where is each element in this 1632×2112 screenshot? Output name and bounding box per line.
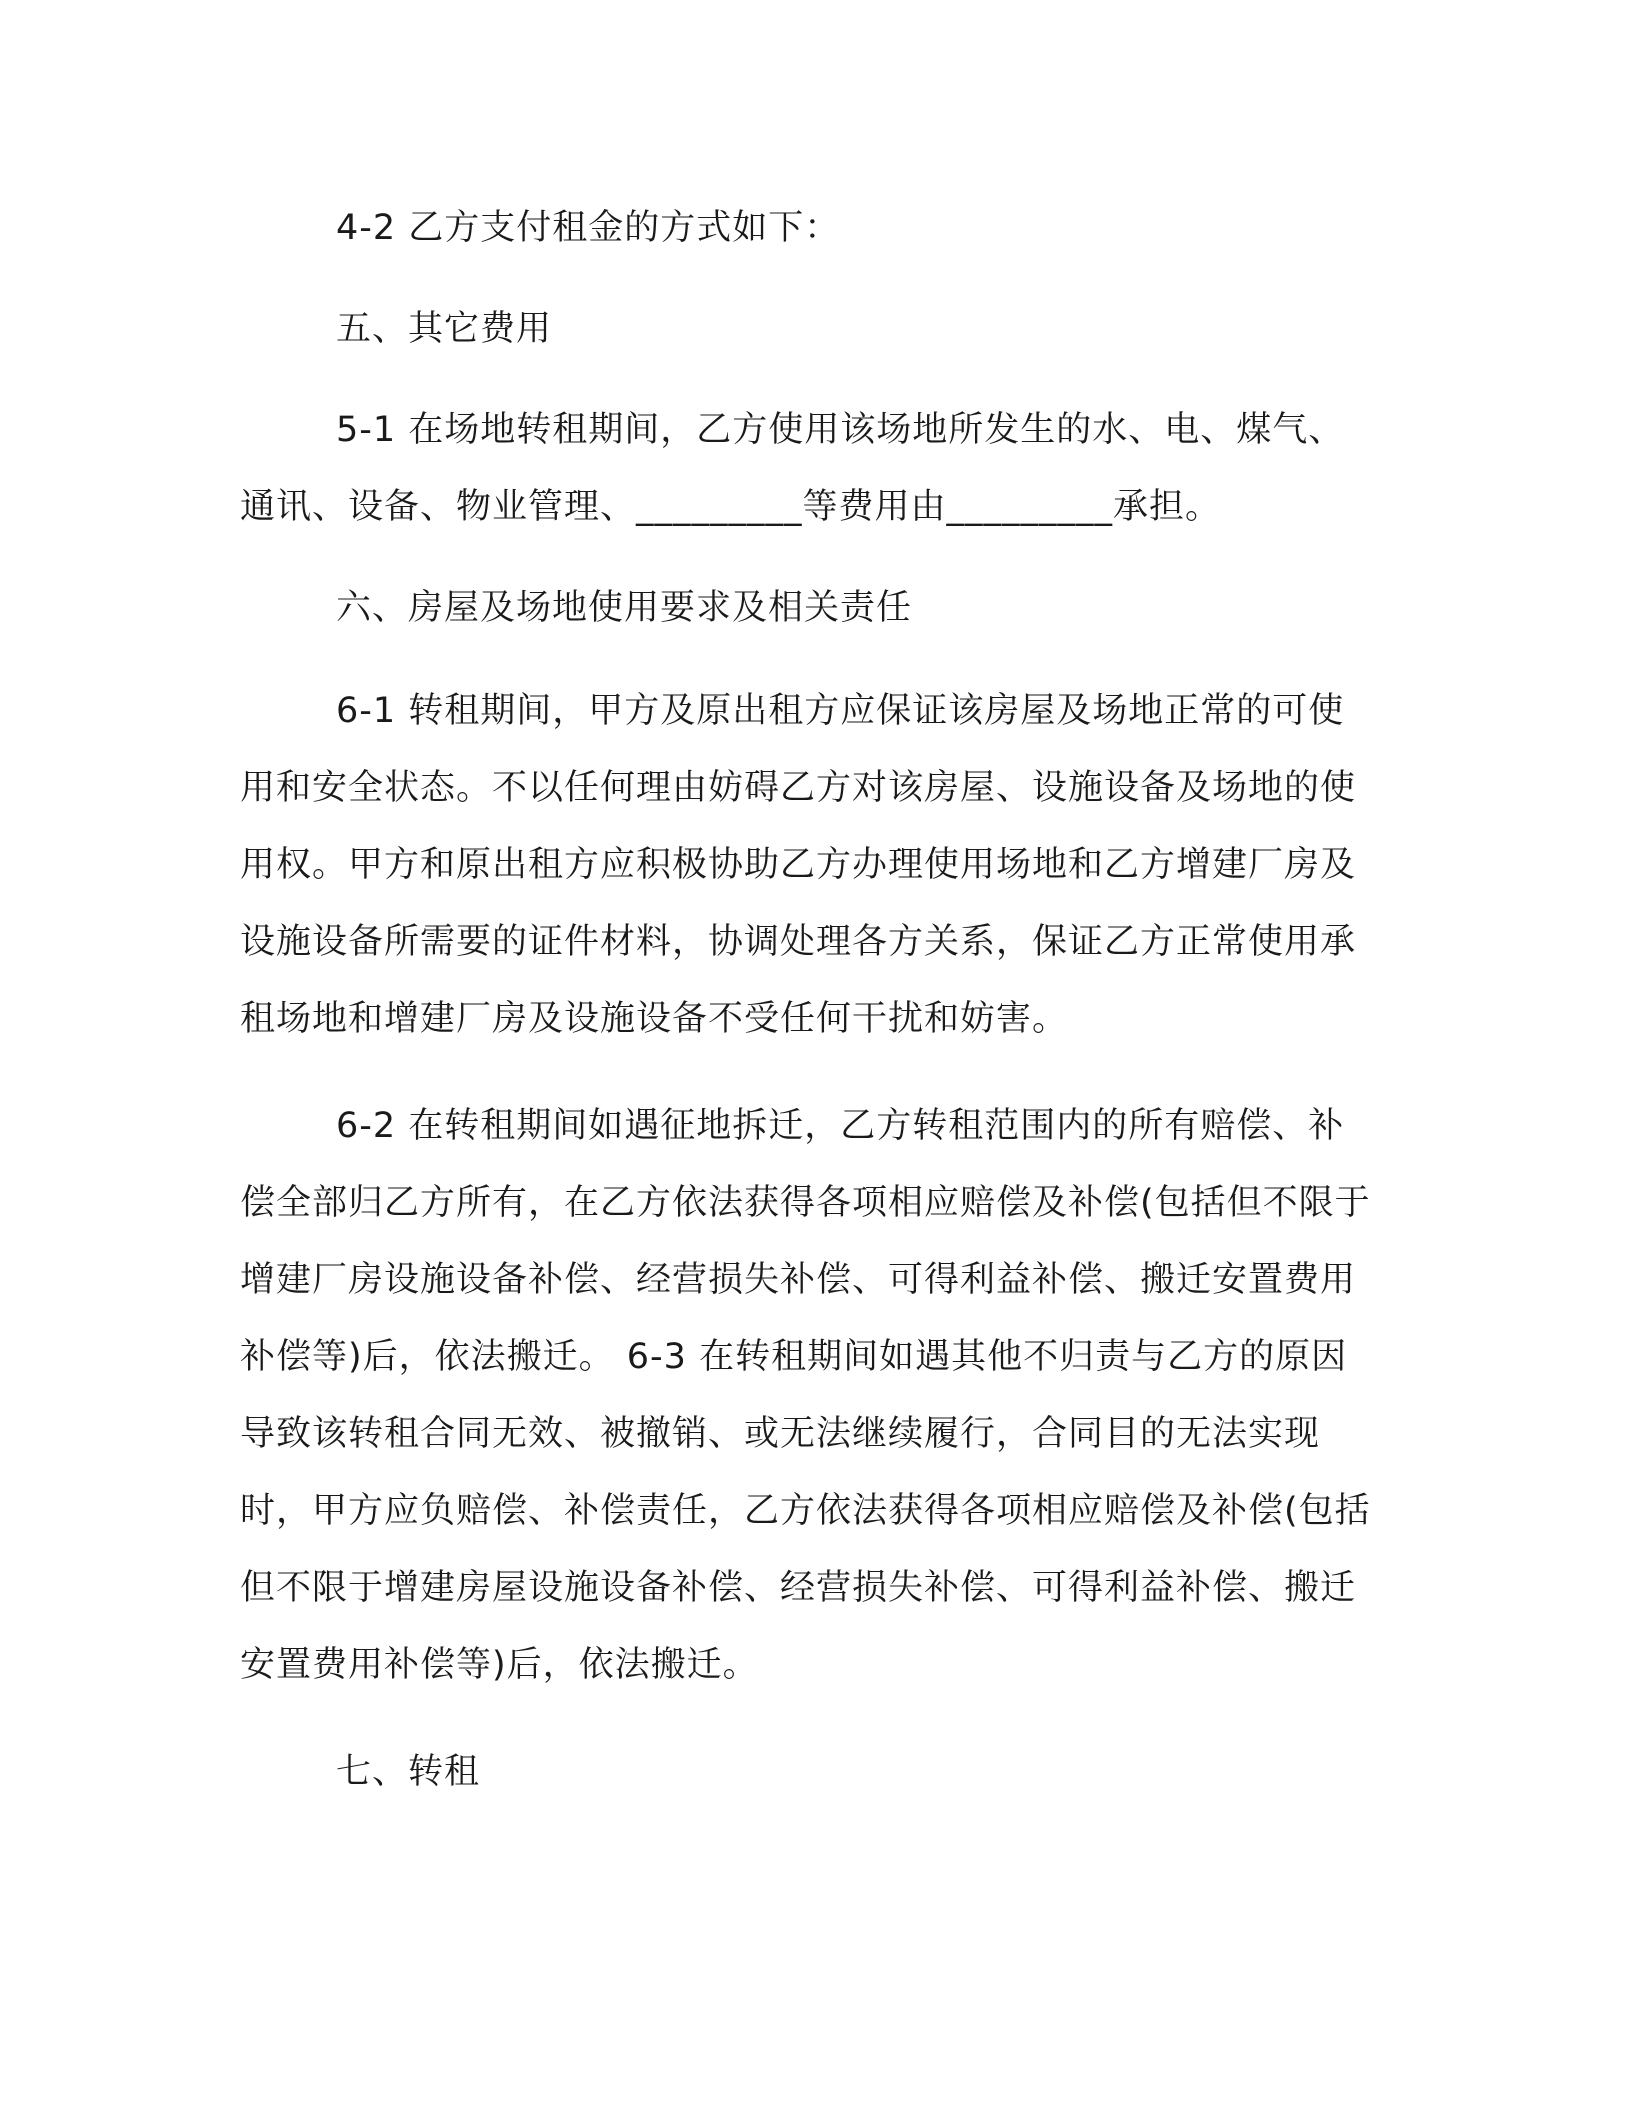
- section-5-heading: 五、其它费用: [336, 309, 553, 349]
- document-body: [240, 190, 1380, 1811]
- clause-6-2-6-3: 6-2 在转租期间如遇征地拆迁，乙方转租范围内的所有赔偿、补偿全部归乙方所有，在乙方依法获得各项相应赔偿及补偿(包括但不限于增建厂房设施设备补偿、经营损失补偿、可得利益补偿、搬迁安置费用补偿等)后，依法搬迁。 6-3 在转租期间如遇其他不归责与乙方的原因导致该转租合同无效、被撤销、或无法继续履行，合同目的无法实现时，甲方应负赔偿、补偿责任，乙方依法获得各项相应赔偿及补偿(包括但不限于增建房屋设施设备补偿、经营损失补偿、可得利益补偿、搬迁安置费用补偿等)后，依法搬迁。: [240, 1106, 1371, 1685]
- section-7-heading: 七、转租: [336, 1752, 481, 1792]
- clause-4-2: 4-2 乙方支付租金的方式如下：: [336, 208, 841, 248]
- clause-5-1: 5-1 在场地转租期间，乙方使用该场地所发生的水、电、煤气、通讯、设备、物业管理、_________等费用由_________承担。: [240, 410, 1345, 527]
- clause-6-1: 6-1 转租期间，甲方及原出租方应保证该房屋及场地正常的可使用和安全状态。不以任何理由妨碍乙方对该房屋、设施设备及场地的使用权。甲方和原出租方应积极协助乙方办理使用场地和乙方增建厂房及设施设备所需要的证件材料，协调处理各方关系，保证乙方正常使用承租场地和增建厂房及设施设备不受任何干扰和妨害。: [240, 691, 1357, 1039]
- section-6-heading: 六、房屋及场地使用要求及相关责任: [336, 588, 913, 628]
